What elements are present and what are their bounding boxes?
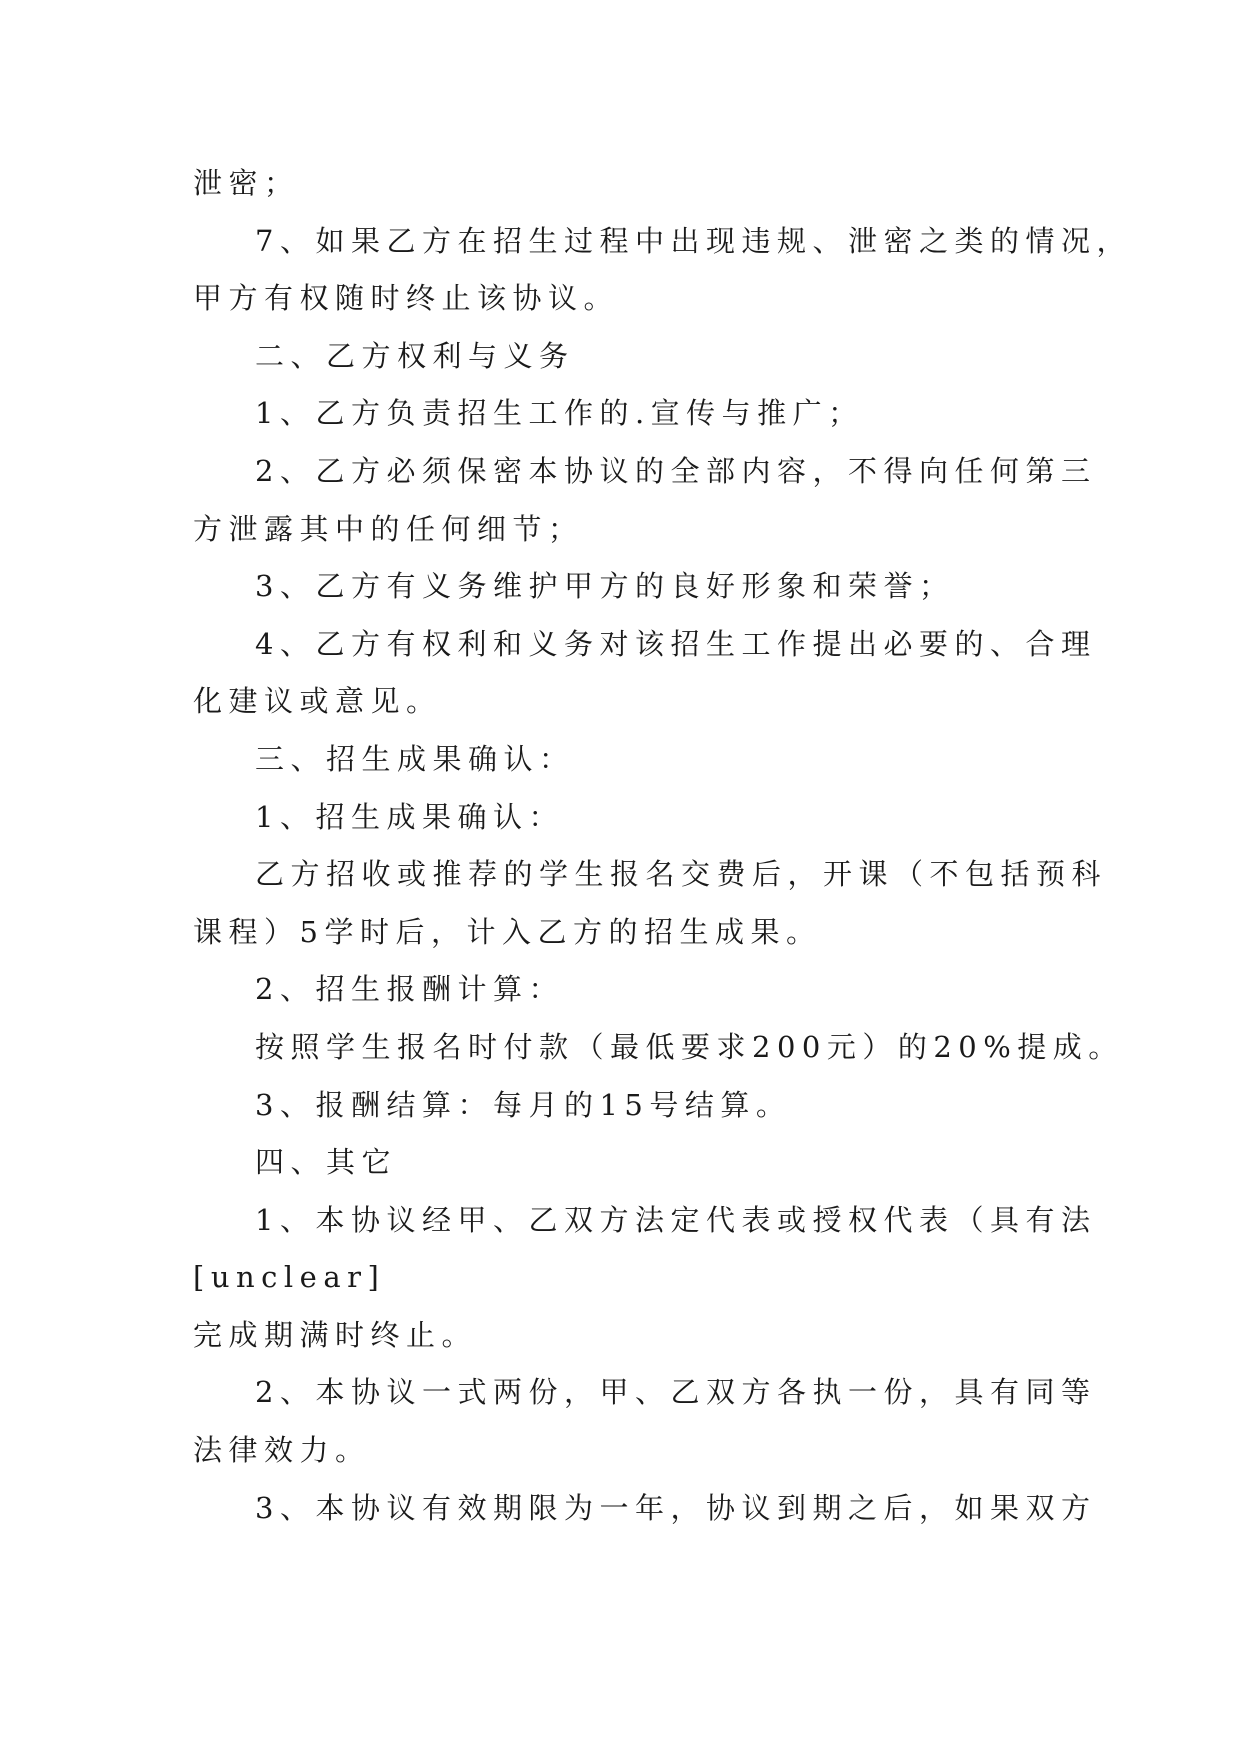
section-heading: 四、其它	[255, 1145, 398, 1180]
text-line: 3、乙方有义务维护甲方的良好形象和荣誉；	[255, 569, 955, 604]
text-line: 4、乙方有权利和义务对该招生工作提出必要的、合理	[255, 626, 1097, 661]
text-line: 1、本协议经甲、乙双方法定代表或授权代表（具有法	[255, 1202, 1097, 1237]
text-line: 化建议或意见。	[193, 684, 442, 719]
text-line: 按照学生报名时付款（最低要求200元）的20%提成。	[255, 1029, 1124, 1064]
text-line: 3、报酬结算：每月的15号结算。	[255, 1087, 792, 1122]
section-heading: 二、乙方权利与义务	[255, 338, 575, 373]
text-line: 3、本协议有效期限为一年，协议到期之后，如果双方	[255, 1490, 1097, 1525]
text-line: 2、乙方必须保密本协议的全部内容，不得向任何第三	[255, 453, 1097, 488]
document-body	[193, 155, 1132, 1537]
text-line: 乙方招收或推荐的学生报名交费后，开课（不包括预科	[255, 857, 1108, 892]
text-line: [unclear]	[193, 1260, 386, 1295]
text-line: 甲方有权随时终止该协议。	[193, 281, 620, 316]
text-line: 2、招生报酬计算：	[255, 972, 564, 1007]
text-line: 法律效力。	[193, 1433, 371, 1468]
text-line: 1、招生成果确认：	[255, 799, 564, 834]
text-line: 2、本协议一式两份，甲、乙双方各执一份，具有同等	[255, 1375, 1097, 1410]
text-line: 课程）5学时后，计入乙方的招生成果。	[193, 914, 822, 949]
text-line: 7、如果乙方在招生过程中出现违规、泄密之类的情况，	[255, 223, 1132, 258]
text-line: 方泄露其中的任何细节；	[193, 511, 584, 546]
text-line: 1、乙方负责招生工作的.宣传与推广；	[255, 396, 864, 431]
text-line: 泄密；	[193, 166, 300, 200]
section-heading: 三、招生成果确认：	[255, 741, 575, 776]
text-line: 完成期满时终止。	[193, 1317, 478, 1352]
